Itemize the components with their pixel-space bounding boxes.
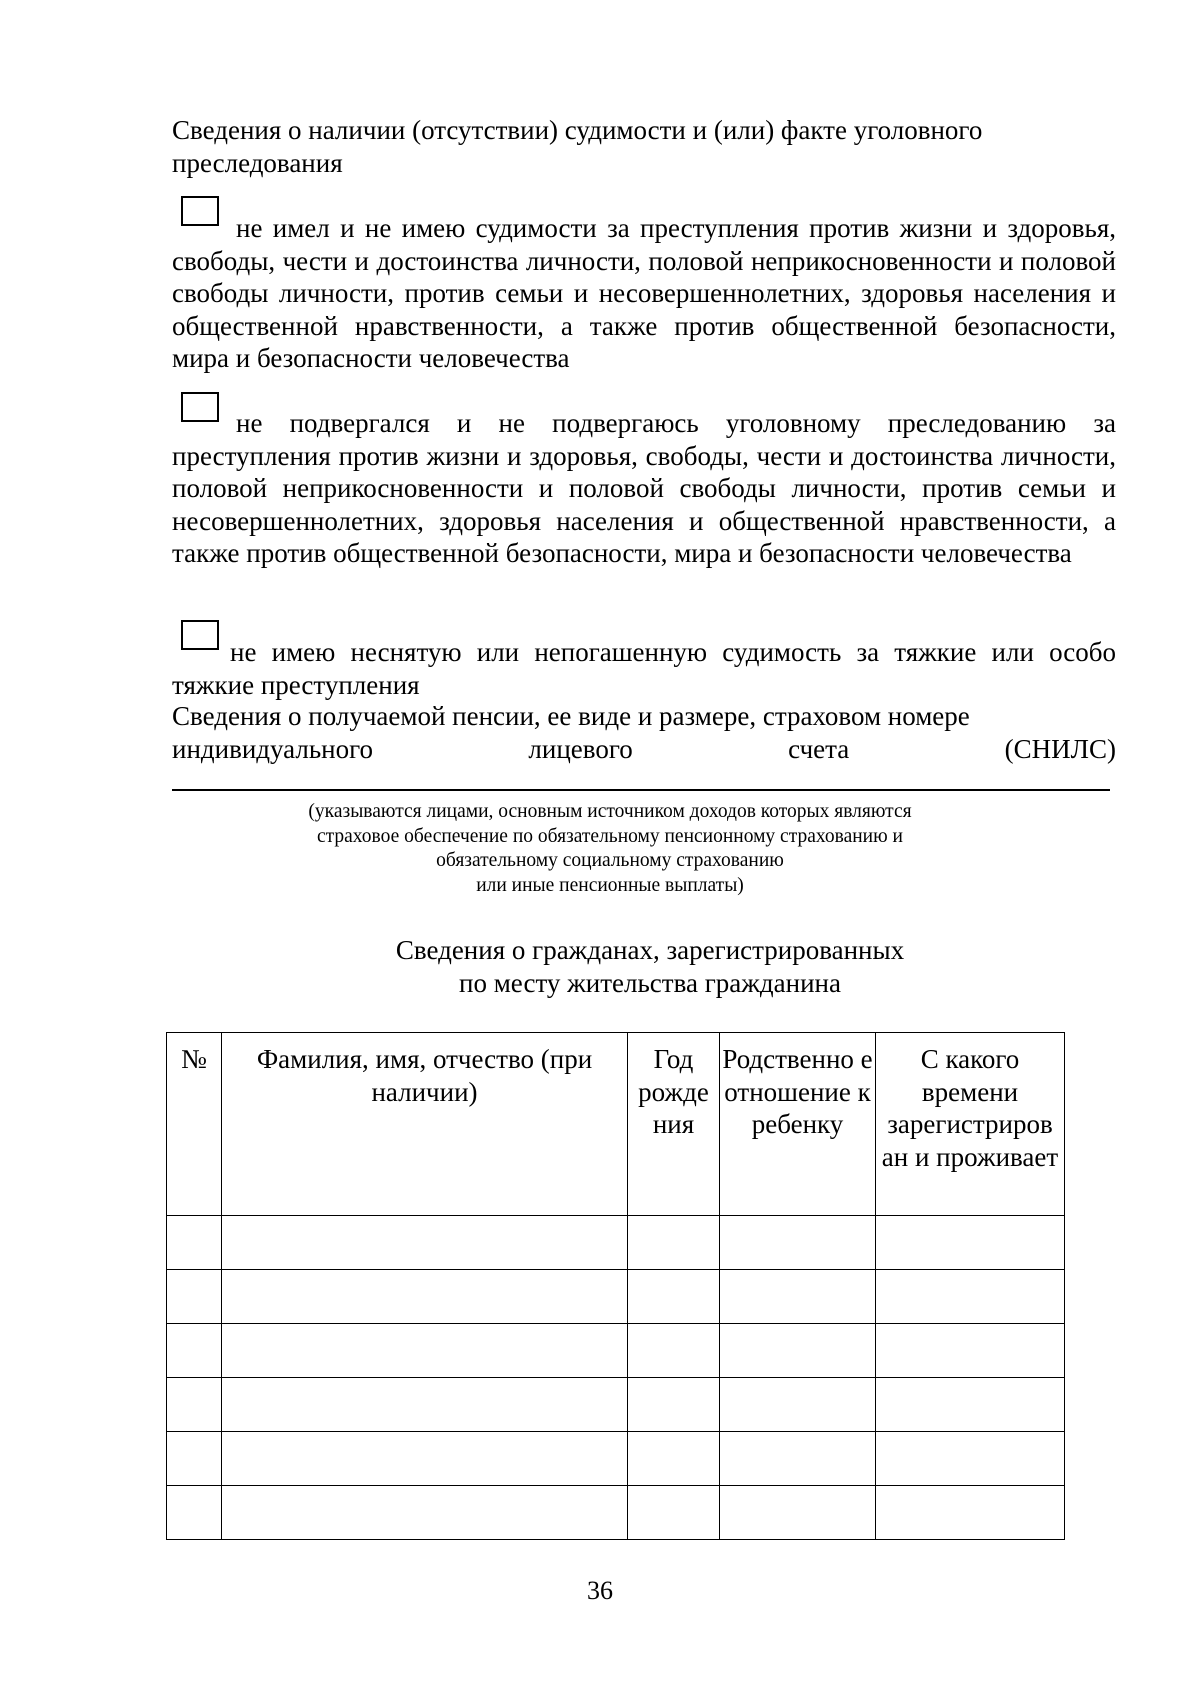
table-cell[interactable] [628,1378,720,1432]
table-cell[interactable] [876,1270,1065,1324]
heading-line-2: преследования [172,148,343,178]
header-relationship: Родственно е отношение к ребенку [720,1033,876,1216]
table-cell[interactable] [628,1432,720,1486]
option-3-block [172,636,1116,701]
table-cell[interactable] [222,1486,628,1540]
table-row [167,1486,1065,1540]
table-cell[interactable] [167,1432,222,1486]
table-cell[interactable] [720,1486,876,1540]
section-title-line-2: по месту жительства гражданина [459,968,841,998]
option-1-block [172,212,1116,375]
table-cell[interactable] [720,1270,876,1324]
registered-citizens-table [166,1032,1065,1540]
table-row [167,1216,1065,1270]
option-2-text: не подвергался и не подвергаюсь уголовному преследованию за преступления против жизни и здоровья, свободы, чести и достоинства личности, половой неприкосновенности и половой свободы личности, против семьи и несовершеннолетних, здоровья населения и общественной нравственности, а также против общественной безопасности, мира и безопасности человечества [172,408,1116,568]
table-cell[interactable] [628,1324,720,1378]
table-cell[interactable] [876,1378,1065,1432]
pension-word-3: счета [788,733,850,764]
pension-line-2 [172,733,1116,766]
heading-line-1: Сведения о наличии (отсутствии) судимости и (или) факте уголовного [172,115,983,145]
note-line-4: или иные пенсионные выплаты) [476,874,744,896]
table-cell[interactable] [167,1486,222,1540]
option-2-block [172,407,1116,570]
note-line-3: обязательному социальному страхованию [436,850,784,871]
header-full-name: Фамилия, имя, отчество (при наличии) [222,1033,628,1216]
table-row [167,1432,1065,1486]
table-cell[interactable] [628,1216,720,1270]
pension-footnote [230,800,990,898]
header-number: № [167,1033,222,1216]
pension-line-1: Сведения о получаемой пенсии, ее виде и размере, страховом номере [172,701,970,731]
table-cell[interactable] [167,1324,222,1378]
pension-word-2: лицевого [528,733,633,764]
table-cell[interactable] [167,1216,222,1270]
section-title-line-1: Сведения о гражданах, зарегистрированных [395,935,905,965]
table-cell[interactable] [167,1270,222,1324]
table-row [167,1270,1065,1324]
table-row [167,1378,1065,1432]
table-cell[interactable] [628,1486,720,1540]
table-cell[interactable] [876,1324,1065,1378]
note-line-2: страховое обеспечение по обязательному пенсионному страхованию и [316,825,903,847]
criminal-record-heading [172,114,1112,180]
table-cell[interactable] [876,1432,1065,1486]
snils-input-line[interactable] [172,789,1110,791]
option-1-text: не имел и не имею судимости за преступления против жизни и здоровья, свободы, чести и достоинства личности, половой неприкосновенности и половой свободы личности, против семьи и несовершеннолетних, здоровья населения и общественной нравственности, а также против общественной безопасности, мира и безопасности человечества [172,213,1116,373]
page-number: 36 [587,1576,613,1605]
table-header-row [167,1033,1065,1216]
table-cell[interactable] [876,1216,1065,1270]
table-cell[interactable] [167,1378,222,1432]
table-cell[interactable] [222,1216,628,1270]
pension-word-1: индивидуального [172,733,374,764]
pension-info [172,700,1116,765]
table-cell[interactable] [720,1432,876,1486]
registered-citizens-title [250,934,1050,1000]
note-line-1: (указываются лицами, основным источником доходов которых являются [308,801,912,822]
table-cell[interactable] [720,1216,876,1270]
header-birth-year: Год рожде ния [628,1033,720,1216]
table-cell[interactable] [222,1324,628,1378]
table-cell[interactable] [628,1270,720,1324]
option-3-text: не имею неснятую или непогашенную судимость за тяжкие или особо тяжкие преступления [172,637,1116,700]
table-cell[interactable] [222,1378,628,1432]
pension-word-4: (СНИЛС) [1004,733,1116,764]
table-cell[interactable] [720,1324,876,1378]
table-cell[interactable] [720,1378,876,1432]
table-cell[interactable] [876,1486,1065,1540]
table-row [167,1324,1065,1378]
table-cell[interactable] [222,1270,628,1324]
table-cell[interactable] [222,1432,628,1486]
header-registered-since: С какого времени зарегистриров ан и проживает [876,1033,1065,1216]
